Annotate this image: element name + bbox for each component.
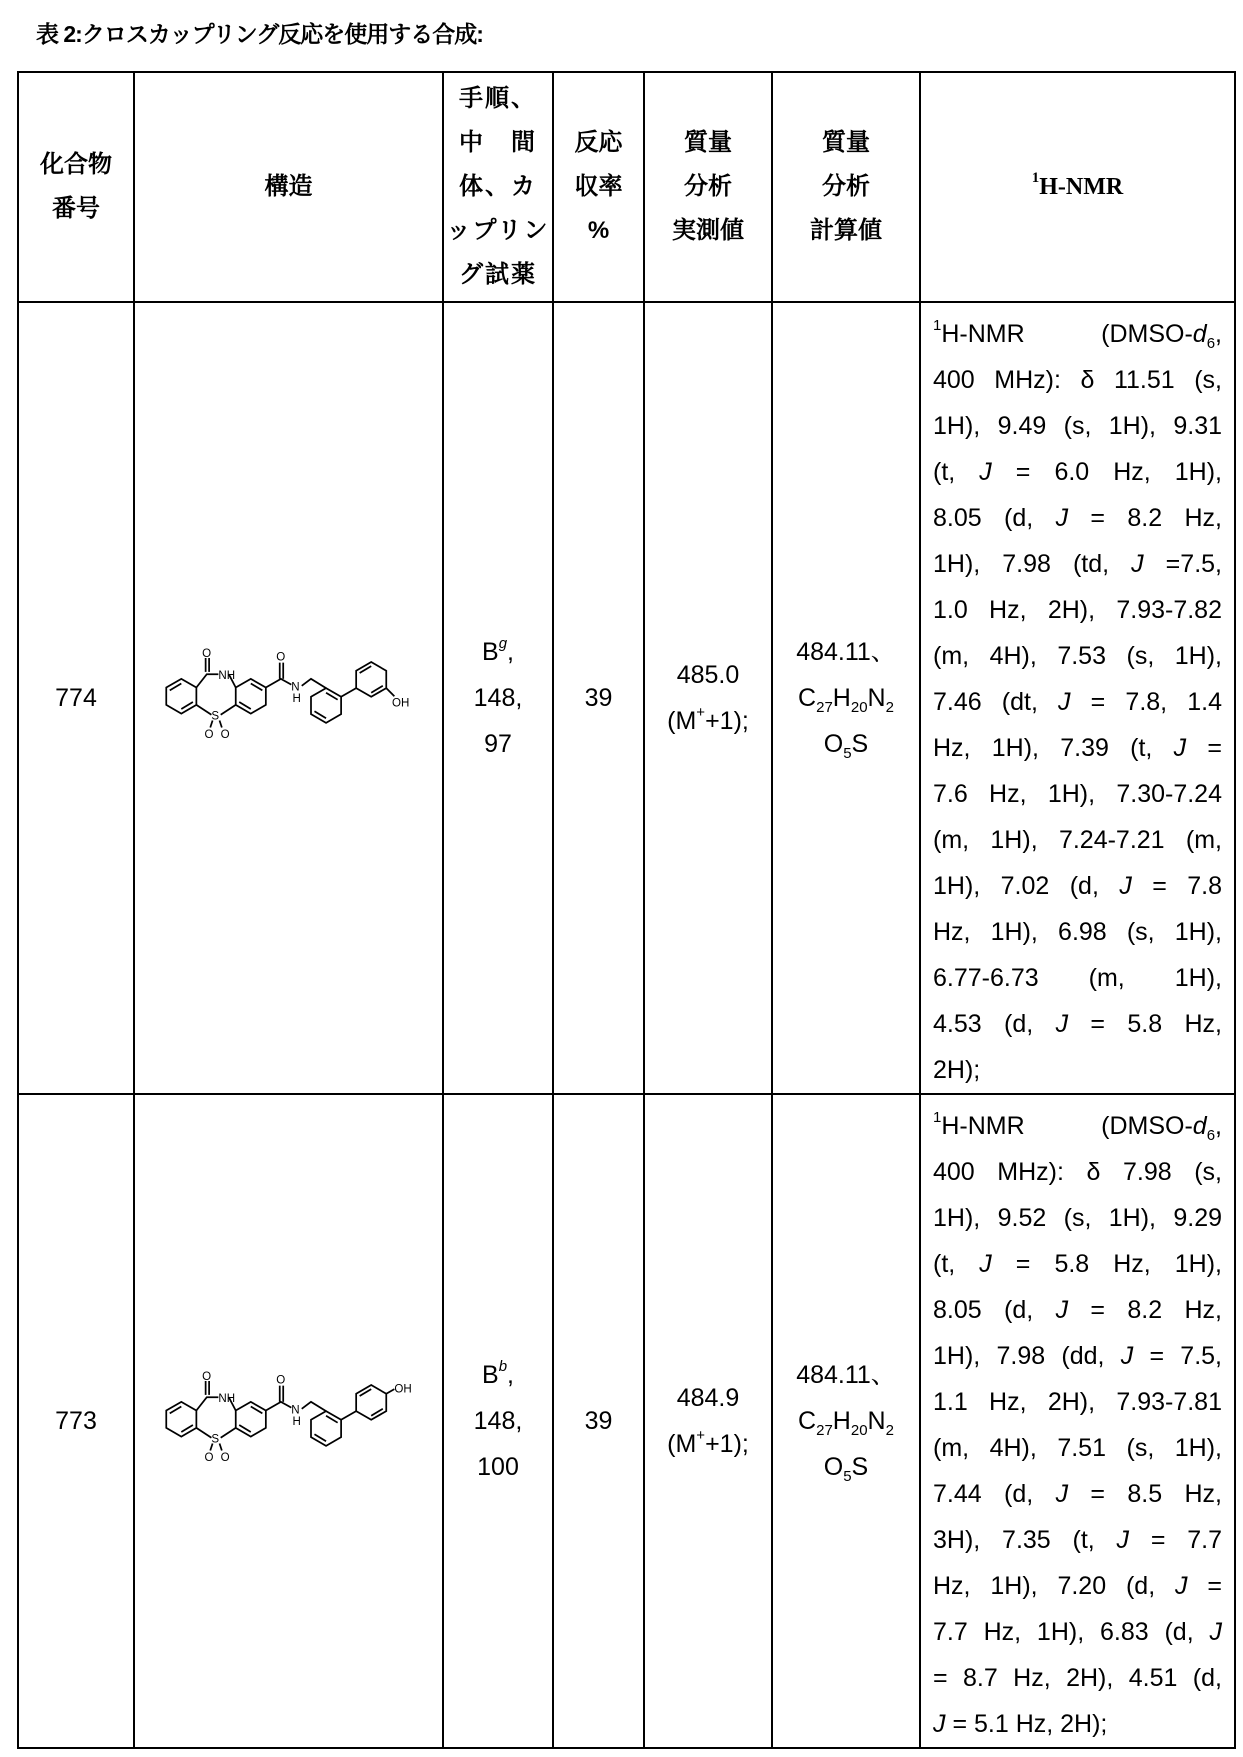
ion-prefix: (M — [667, 707, 696, 735]
atom-label: O — [202, 647, 211, 659]
header-line: % — [554, 209, 643, 253]
nmr-line: 1.1 Hz, 2H), 7.93-7.81 — [933, 1379, 1222, 1425]
header-line: 質量 — [645, 121, 771, 165]
nmr-line: Hz, 1H), 7.39 (t, J = — [933, 725, 1222, 771]
synthesis-table — [17, 71, 1236, 1749]
procedure-letter: B — [482, 1361, 499, 1389]
nmr-line: (m, 4H), 7.51 (s, 1H), — [933, 1425, 1222, 1471]
yield: 39 — [553, 1094, 644, 1748]
structure-cell — [134, 1094, 443, 1748]
procedure-footnote: b — [499, 1358, 507, 1375]
atom-label: O — [204, 1451, 213, 1463]
atom-label: H — [292, 693, 300, 705]
atom-label: N — [291, 1404, 299, 1416]
header-procedure — [443, 72, 553, 302]
mass-found-cell — [644, 1094, 772, 1748]
nmr-line: J = 5.1 Hz, 2H); — [933, 1701, 1222, 1747]
procedure-letter: B — [482, 638, 499, 666]
mass-found: 484.9 — [645, 1375, 771, 1421]
header-line: ップリン — [444, 209, 552, 253]
chemical-structure-image — [154, 1359, 424, 1469]
header-row — [18, 72, 1235, 302]
mass-calc: 484.11、 — [773, 629, 919, 675]
header-line: 番号 — [19, 187, 133, 231]
nmr-line: 400 MHz): δ 11.51 (s, — [933, 357, 1222, 403]
nmr-line: 3H), 7.35 (t, J = 7.7 — [933, 1517, 1222, 1563]
nmr-line: 7.6 Hz, 1H), 7.30-7.24 — [933, 771, 1222, 817]
atom-label: O — [276, 1374, 285, 1386]
atom-label: OH — [392, 697, 409, 709]
atom-label: O — [220, 1451, 229, 1463]
mass-ion — [645, 1421, 771, 1467]
nmr-line: (m, 4H), 7.53 (s, 1H), — [933, 633, 1222, 679]
nmr-line: 4.53 (d, J = 5.8 Hz, — [933, 1001, 1222, 1047]
structure-cell — [134, 302, 443, 1094]
nmr-line: = 8.7 Hz, 2H), 4.51 (d, — [933, 1655, 1222, 1701]
chemical-structure-image — [154, 636, 424, 746]
procedure-footnote: g — [499, 635, 507, 652]
atom-label: O — [202, 1370, 211, 1382]
formula-line-1: C27H20N2 — [773, 675, 919, 721]
nmr-line: 1H), 9.52 (s, 1H), 9.29 — [933, 1195, 1222, 1241]
header-mass-calc — [772, 72, 920, 302]
formula-line-1: C27H20N2 — [773, 1398, 919, 1444]
header-mass-found — [644, 72, 772, 302]
header-line: 反応 — [554, 121, 643, 165]
nmr-line: 2H); — [933, 1047, 1222, 1093]
procedure-comma: , — [507, 638, 514, 666]
procedure-comma: , — [507, 1361, 514, 1389]
nmr-line: 1H), 9.49 (s, 1H), 9.31 — [933, 403, 1222, 449]
nmr-line: 6.77-6.73 (m, 1H), — [933, 955, 1222, 1001]
procedure-cell — [443, 1094, 553, 1748]
header-line: 化合物 — [19, 143, 133, 187]
atom-label: NH — [218, 1392, 235, 1404]
nmr-superscript: 1 — [1032, 170, 1040, 186]
header-yield — [553, 72, 644, 302]
table-caption: 表 2:クロスカップリング反応を使用する合成: — [36, 16, 483, 49]
atom-label: S — [211, 1433, 219, 1445]
mass-calc-cell — [772, 302, 920, 1094]
nmr-line: 1H-NMR (DMSO-d6, — [933, 311, 1222, 357]
nmr-line: 8.05 (d, J = 8.2 Hz, — [933, 495, 1222, 541]
nmr-line: 7.44 (d, J = 8.5 Hz, — [933, 1471, 1222, 1517]
header-line: 計算値 — [773, 209, 919, 253]
coupling-reagent: 100 — [444, 1444, 552, 1490]
nmr-line: 400 MHz): δ 7.98 (s, — [933, 1149, 1222, 1195]
nmr-line: 7.46 (dt, J = 7.8, 1.4 — [933, 679, 1222, 725]
atom-label: OH — [394, 1383, 411, 1395]
nmr-line: 1H), 7.98 (dd, J = 7.5, — [933, 1333, 1222, 1379]
procedure-cell — [443, 302, 553, 1094]
mass-found-cell — [644, 302, 772, 1094]
compound-number: 774 — [18, 302, 134, 1094]
atom-label: O — [276, 651, 285, 663]
atom-label: S — [211, 710, 219, 722]
header-line: 分析 — [773, 165, 919, 209]
intermediate: 148, — [444, 675, 552, 721]
atom-label: O — [204, 728, 213, 740]
nmr-line: 7.7 Hz, 1H), 6.83 (d, J — [933, 1609, 1222, 1655]
nmr-line: 1H-NMR (DMSO-d6, — [933, 1103, 1222, 1149]
header-nmr — [920, 72, 1235, 302]
coupling-reagent: 97 — [444, 721, 552, 767]
nmr-line: (t, J = 5.8 Hz, 1H), — [933, 1241, 1222, 1287]
formula-line-2: O5S — [773, 721, 919, 767]
header-line: 手順、 — [444, 77, 552, 121]
atom-label: H — [292, 1416, 300, 1428]
ion-suffix: +1); — [705, 707, 749, 735]
header-compound-no — [18, 72, 134, 302]
header-line: 実測値 — [645, 209, 771, 253]
atom-label: N — [291, 681, 299, 693]
nmr-line: 8.05 (d, J = 8.2 Hz, — [933, 1287, 1222, 1333]
ion-charge: + — [696, 1427, 705, 1444]
header-line: 質量 — [773, 121, 919, 165]
nmr-line: 1H), 7.02 (d, J = 7.8 — [933, 863, 1222, 909]
table-row — [18, 1094, 1235, 1748]
yield: 39 — [553, 302, 644, 1094]
nmr-line: 1.0 Hz, 2H), 7.93-7.82 — [933, 587, 1222, 633]
nmr-label: H-NMR — [1039, 174, 1123, 200]
nmr-line: (m, 1H), 7.24-7.21 (m, — [933, 817, 1222, 863]
ion-suffix: +1); — [705, 1430, 749, 1458]
compound-number: 773 — [18, 1094, 134, 1748]
header-line: 中 間 — [444, 121, 552, 165]
atom-label: NH — [218, 669, 235, 681]
ion-charge: + — [696, 704, 705, 721]
header-line: 収率 — [554, 165, 643, 209]
nmr-line: 1H), 7.98 (td, J =7.5, — [933, 541, 1222, 587]
nmr-line: (t, J = 6.0 Hz, 1H), — [933, 449, 1222, 495]
nmr-line: Hz, 1H), 6.98 (s, 1H), — [933, 909, 1222, 955]
ion-prefix: (M — [667, 1430, 696, 1458]
mass-ion — [645, 698, 771, 744]
header-line: 分析 — [645, 165, 771, 209]
header-line: グ試薬 — [444, 253, 552, 297]
atom-label: O — [220, 728, 229, 740]
formula-line-2: O5S — [773, 1444, 919, 1490]
table-row — [18, 302, 1235, 1094]
nmr-data — [920, 1094, 1235, 1748]
header-line: 体、カ — [444, 165, 552, 209]
intermediate: 148, — [444, 1398, 552, 1444]
mass-found: 485.0 — [645, 652, 771, 698]
mass-calc: 484.11、 — [773, 1352, 919, 1398]
mass-calc-cell — [772, 1094, 920, 1748]
header-structure: 構造 — [134, 72, 443, 302]
nmr-line: Hz, 1H), 7.20 (d, J = — [933, 1563, 1222, 1609]
nmr-data — [920, 302, 1235, 1094]
